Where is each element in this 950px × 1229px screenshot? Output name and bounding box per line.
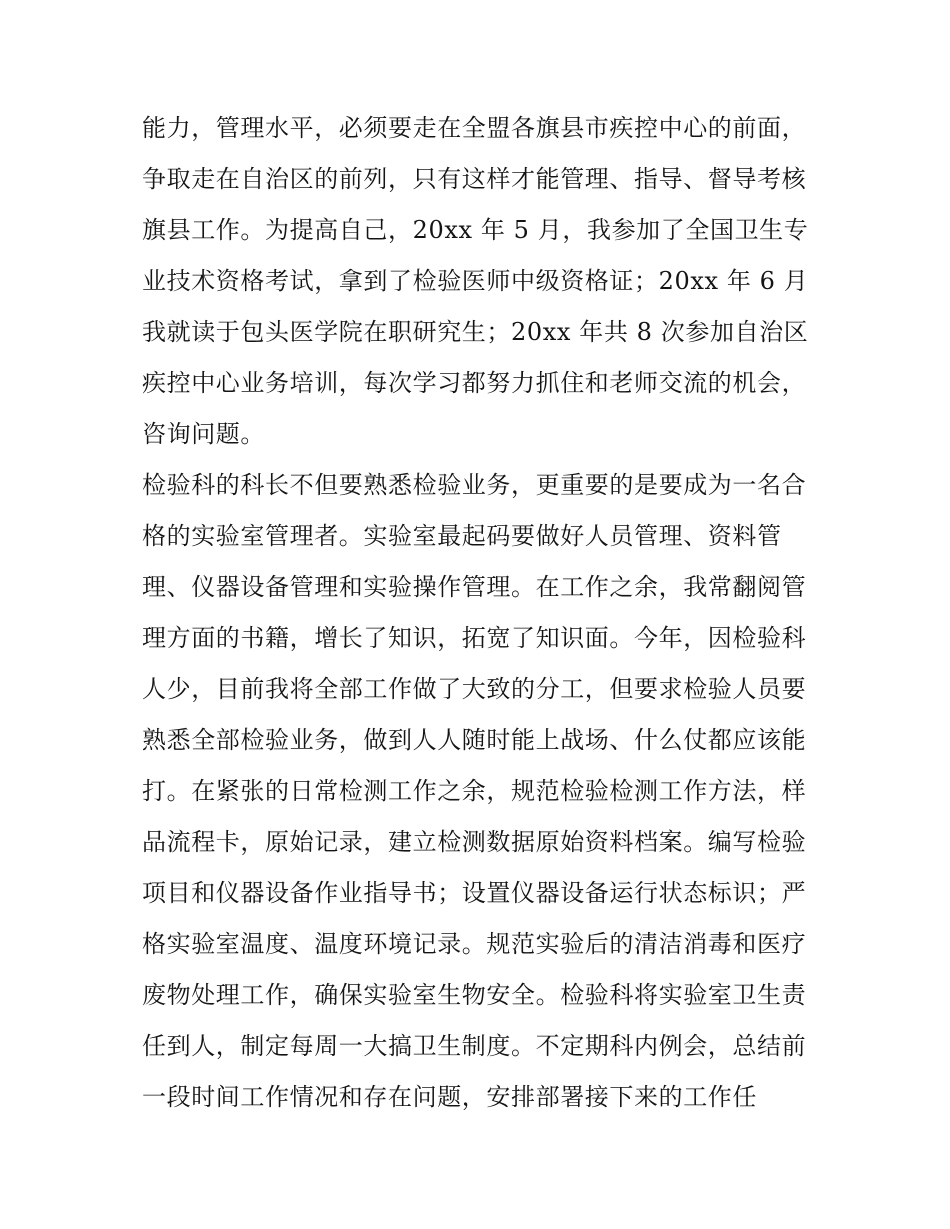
text-line: 我就读于包头医学院在职研究生；20xx 年共 8 次参加自治区 (142, 318, 809, 346)
text-line: 一段时间工作情况和存在问题，安排部署接下来的工作任 (142, 1083, 757, 1111)
text-line: 咨询问题。 (142, 420, 265, 448)
text-line: 品流程卡，原始记录，建立检测数据原始资料档案。编写检验 (142, 828, 807, 856)
document-body (142, 103, 822, 1123)
text-line: 检验科的科长不但要熟悉检验业务，更重要的是要成为一名合 (142, 471, 807, 499)
text-line: 熟悉全部检验业务，做到人人随时能上战场、什么仗都应该能 (142, 726, 807, 754)
text-line: 疾控中心业务培训，每次学习都努力抓住和老师交流的机会， (142, 369, 807, 397)
text-line: 争取走在自治区的前列，只有这样才能管理、指导、督导考核 (142, 165, 807, 193)
text-line: 业技术资格考试，拿到了检验医师中级资格证；20xx 年 6 月 (142, 267, 809, 295)
text-line: 理方面的书籍，增长了知识，拓宽了知识面。今年，因检验科 (142, 624, 807, 652)
text-line: 理、仪器设备管理和实验操作管理。在工作之余，我常翻阅管 (142, 573, 807, 601)
text-line: 旗县工作。为提高自己，20xx 年 5 月，我参加了全国卫生专 (142, 216, 809, 244)
text-line: 人少，目前我将全部工作做了大致的分工，但要求检验人员要 (142, 675, 807, 703)
text-line: 格实验室温度、温度环境记录。规范实验后的清洁消毒和医疗 (142, 930, 807, 958)
text-line: 能力，管理水平，必须要走在全盟各旗县市疾控中心的前面， (142, 114, 807, 142)
text-line: 项目和仪器设备作业指导书；设置仪器设备运行状态标识；严 (142, 879, 807, 907)
text-line: 格的实验室管理者。实验室最起码要做好人员管理、资料管 (142, 522, 782, 550)
text-line: 任到人，制定每周一大搞卫生制度。不定期科内例会，总结前 (142, 1032, 807, 1060)
text-line: 废物处理工作，确保实验室生物安全。检验科将实验室卫生责 (142, 981, 807, 1009)
text-line: 打。在紧张的日常检测工作之余，规范检验检测工作方法，样 (142, 777, 807, 805)
